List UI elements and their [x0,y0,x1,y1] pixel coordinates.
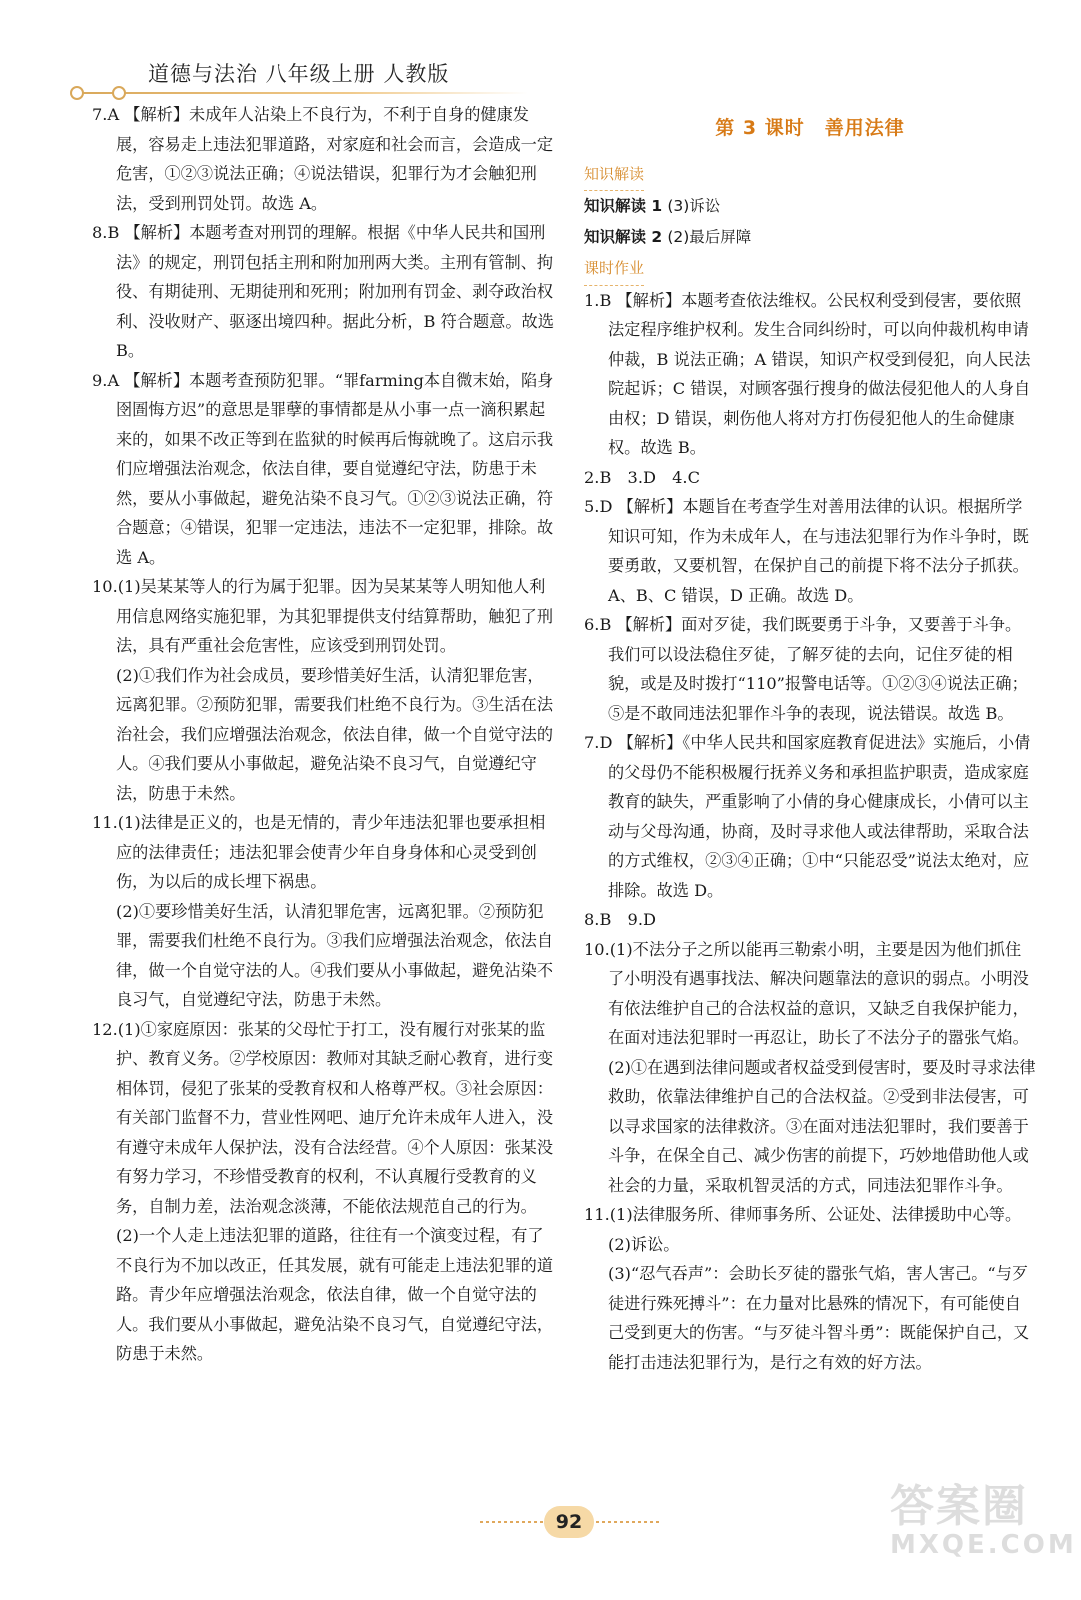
answer-item [92,572,554,661]
answer-item [92,100,554,218]
knowledge-value: (3)诉讼 [667,197,721,215]
answer-item [584,905,1036,935]
answer-subpart: (2)①要珍惜美好生活，认清犯罪危害，远离犯罪。②预防犯罪，需要我们杜绝不良行为。③我们应增强法治观念，依法自律，做一个自觉守法的人。④我们要从小事做起，避免沾染不良习气，自觉遵纪守法，防患于未然。 [116,901,554,1009]
answer-subpart: (2)①我们作为社会成员，要珍惜美好生活，认清犯罪危害，远离犯罪。②预防犯罪，需要我们杜绝不良行为。③生活在法治社会，我们应增强法治观念，依法自律，做一个自觉守法的人。④我们要从小事做起，避免沾染不良习气，自觉遵纪守法，防患于未然。 [116,665,554,803]
answer-item [584,935,1036,1053]
answer-text: 11.(1)法律是正义的，也是无情的，青少年违法犯罪也要承担相应的法律责任；违法犯罪会使青少年自身身体和心灵受到创伤，为以后的成长埋下祸患。 [92,813,546,891]
answer-item [92,218,560,366]
answer-text: 9.A 【解析】本题考查预防犯罪。“罪farming本自微末始，陷身囹圄悔方迟”的意思是罪孽的事情都是从小事一点一滴积累起来的，如果不改正等到在监狱的时候再后悔就晚了。这启示我们应增强法治观念，依法自律，要自觉遵纪守法，防患于未然，要从小事做起，避免沾染不良习气。①②③说法正确，符合题意；④错误，犯罪一定违法，违法不一定犯罪，排除。故选 A。 [92,370,554,567]
lesson-title: 第 3 课时 善用法律 [715,117,905,139]
watermark-url: MXQE.COM [890,1530,1077,1560]
knowledge-label: 知识解读 1 [584,197,663,215]
answer-text: 8.B 9.D [584,910,656,929]
watermark-logo [890,1470,1077,1580]
header-decorative-line [78,92,528,94]
page-number: 92 [544,1506,594,1538]
answer-text: 10.(1)吴某某等人的行为属于犯罪。因为吴某某等人明知他人利用信息网络实施犯罪，为其犯罪提供支付结算帮助，触犯了刑法，具有严重社会危害性，应该受到刑罚处罚。 [92,577,554,655]
answer-subpart: (2)一个人走上违法犯罪的道路，往往有一个演变过程，有了不良行为不加以改正，任其发展，就有可能走上违法犯罪的道路。青少年应增强法治观念，依法自律，做一个自觉守法的人。我们要从小事做起，避免沾染不良习气，自觉遵纪守法，防患于未然。 [116,1226,554,1363]
answer-item [584,1200,1036,1230]
right-column [584,100,1036,1377]
answer-item [584,286,1036,463]
answer-item [92,366,554,573]
section-label-knowledge: 知识解读 [584,160,644,192]
answer-item [584,728,1036,905]
footer-dots [596,1521,660,1523]
page-footer [480,1504,660,1544]
answer-text: 12.(1)①家庭原因：张某的父母忙于打工，没有履行对张某的监护、教育义务。②学校原因：教师对其缺乏耐心教育，进行变相体罚，侵犯了张某的受教育权和人格尊严权。③社会原因：有关部门监督不力，营业性网吧、迪厅允许未成年人进入，没有遵守未成年人保护法，没有合法经营。④个人原因：张某没有努力学习，不珍惜受教育的权利，不认真履行受教育的义务，自制力差，法治观念淡薄，不能依法规范自己的行为。 [92,1019,554,1216]
answer-item [584,463,1036,493]
answer-item [92,1015,554,1222]
answer-text: 8.B 【解析】本题考查对刑罚的理解。根据《中华人民共和国刑法》的规定，刑罚包括主刑和附加刑两大类。主刑有管制、拘役、有期徒刑、无期徒刑和死刑；附加刑有罚金、剥夺政治权利、没收财产、驱逐出境四种。据此分析，B 符合题意。故选 B。 [92,223,560,360]
answer-text: 7.A 【解析】未成年人沾染上不良行为，不利于自身的健康发展，容易走上违法犯罪道路，对家庭和社会而言，会造成一定危害，①②③说法正确；④说法错误，犯罪行为才会触犯刑法，受到刑罚处罚。故选 A。 [92,105,554,213]
answer-item [584,492,1036,610]
answer-text: 10.(1)不法分子之所以能再三勒索小明，主要是因为他们抓住了小明没有遇事找法、解决问题靠法的意识的弱点。小明没有依法维护自己的合法权益的意识，又缺乏自我保护能力，在面对违法犯罪时一再忍让，助长了不法分子的嚣张气焰。 [584,939,1029,1047]
answer-subpart: (2)①在遇到法律问题或者权益受到侵害时，要及时寻求法律救助，依靠法律维护自己的合法权益。②受到非法侵害，可以寻求国家的法律救济。③在面对违法犯罪时，我们要善于斗争，在保全自己、减少伤害的前提下，巧妙地借助他人或社会的力量，采取机智灵活的方式，同违法犯罪作斗争。 [608,1057,1036,1195]
answer-item [92,808,554,897]
book-title: 道德与法治 八年级上册 人教版 [148,62,450,86]
watermark-text: 答案圈 [890,1481,1028,1532]
answer-subpart: (2)诉讼。 [608,1234,680,1254]
section-label-homework: 课时作业 [584,254,644,286]
footer-dots [480,1521,544,1523]
header-ring-icon [112,86,126,100]
answer-text: 11.(1)法律服务所、律师事务所、公证处、法律援助中心等。 [584,1205,1022,1224]
answer-subpart: (3)“忍气吞声”：会助长歹徒的嚣张气焰，害人害己。“与歹徒进行殊死搏斗”：在力量对比悬殊的情况下，有可能使自己受到更大的伤害。“与歹徒斗智斗勇”：既能保护自己，又能打击违法犯罪行为，是行之有效的好方法。 [608,1264,1030,1372]
answer-text: 6.B 【解析】面对歹徒，我们既要勇于斗争，又要善于斗争。我们可以设法稳住歹徒，了解歹徒的去向，记住歹徒的相貌，或是及时拨打“110”报警电话等。①②③④说法正确；⑤是不敢同违法犯罪作斗争的表现，说法错误。故选 B。 [584,615,1028,723]
left-column [92,100,560,1369]
answer-item [584,610,1036,728]
knowledge-value: (2)最后屏障 [667,227,752,246]
homework-answers [584,286,1036,1378]
knowledge-item [584,222,1036,253]
page-header [0,0,1081,100]
header-ring-icon [70,86,84,100]
knowledge-item [584,191,1036,222]
answer-text: 1.B 【解析】本题考查依法维权。公民权利受到侵害，要依照法定程序维护权利。发生合同纠纷时，可以向仲裁机构申请仲裁，B 说法正确；A 错误，知识产权受到侵犯，向人民法院起诉；C 错误，对顾客强行搜身的做法侵犯他人的人身自由权；D 错误，刺伤他人将对方打伤侵犯他人的生命健康权。故选 B。 [584,290,1031,457]
answer-text: 2.B 3.D 4.C [584,467,700,487]
knowledge-label: 知识解读 2 [584,227,663,246]
answer-text: 5.D 【解析】本题旨在考查学生对善用法律的认识。根据所学知识可知，作为未成年人，在与违法犯罪行为作斗争时，既要勇敢，又要机智，在保护自己的前提下将不法分子抓获。A、B、C 错误，D 正确。故选 D。 [584,497,1029,605]
answer-text: 7.D 【解析】《中华人民共和国家庭教育促进法》实施后，小倩的父母仍不能积极履行抚养义务和承担监护职责，造成家庭教育的缺失，严重影响了小倩的身心健康成长，小倩可以主动与父母沟通，协商，及时寻求他人或法律帮助，采取合法的方式维权，②③④正确；①中“只能忍受”说法太绝对，应排除。故选 D。 [584,733,1031,900]
